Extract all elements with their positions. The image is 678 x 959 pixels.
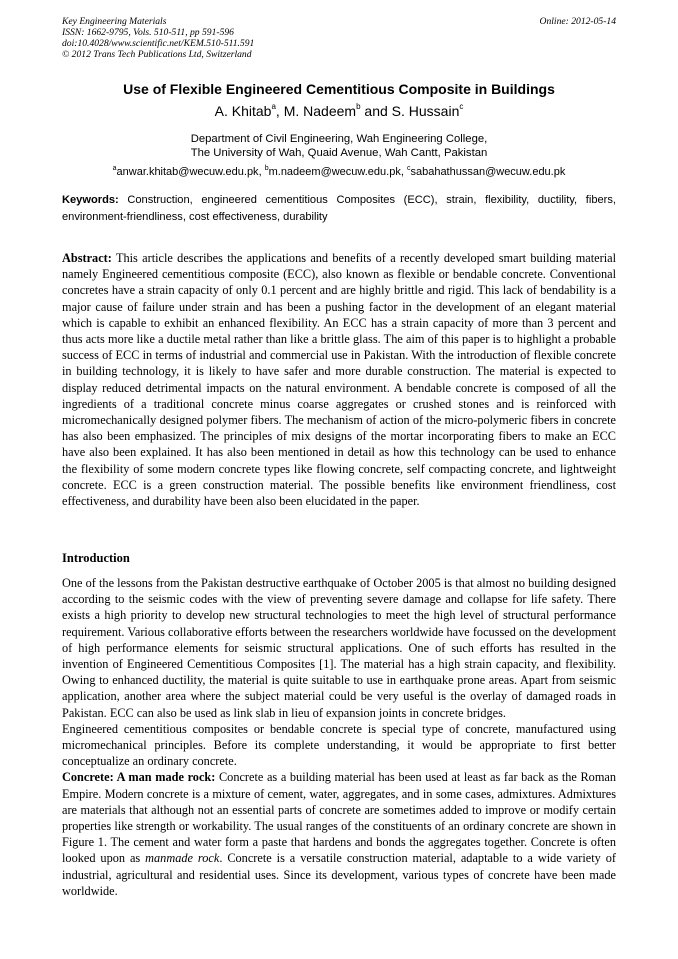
keywords <box>62 192 616 226</box>
keywords-text: Construction, engineered cementitious Composites (ECC), strain, flexibility, ductility, fibers, environment-friendliness, cost effectiveness, durability <box>62 194 616 223</box>
abstract-label: Abstract: <box>62 251 112 265</box>
author-name: M. Nadeem <box>283 103 357 119</box>
author-email: m.nadeem@wecuw.edu.pk <box>268 166 401 178</box>
journal-header <box>62 16 616 60</box>
author-name: S. Hussain <box>391 103 460 119</box>
journal-copyright: © 2012 Trans Tech Publications Ltd, Switzerland <box>62 49 252 60</box>
abstract <box>62 250 616 509</box>
author-emails: $^a$anwar.khitab@wecuw.edu.pk, $^b$m.nadeem@wecuw.edu.pk, $^c$sabahathussan@wecuw.edu.pk <box>112 165 566 178</box>
author-name: A. Khitab <box>214 103 272 119</box>
introduction-body <box>62 575 616 899</box>
author-separator: , <box>275 103 284 119</box>
email-superscript: b <box>264 165 269 172</box>
affiliation-line: The University of Wah, Quaid Avenue, Wah Cantt, Pakistan <box>190 147 488 159</box>
author-superscript: b <box>356 102 361 111</box>
author-list <box>0 103 678 119</box>
author-superscript: c <box>459 102 464 111</box>
author-email: sabahathussan@wecuw.edu.pk <box>410 166 566 178</box>
online-date: Online: 2012-05-14 <box>539 16 616 27</box>
paper-title: Use of Flexible Engineered Cementitious Composite in Buildings <box>123 81 555 97</box>
paragraph-text: . Concrete is a versatile construction material, adaptable to a wide variety of industrial, agricultural and residential uses. Since its development, various types of concrete have been made worldwide. <box>62 851 617 898</box>
journal-doi: doi:10.4028/www.scientific.net/KEM.510-511.591 <box>62 38 255 49</box>
introduction-heading: Introduction <box>62 551 130 565</box>
paragraph: Engineered cementitious composites or bendable concrete is special type of concrete, manufactured using micromechanical principles. Before its complete understanding, it would be appropriate to first better conceptualize an ordinary concrete. <box>62 721 616 769</box>
paragraph-emphasis: manmade rock <box>145 851 220 866</box>
paragraph-text: Concrete as a building material has been used at least as far back as the Roman Empire. Modern concrete is a mixture of cement, water, aggregates, and in some cases, admixtures. Admixtures are materials that although not an essential parts of concrete are sometimes added to improve or modify certain properties like strength or workability. The usual ranges of the constituents of an ordinary concrete are shown in Figure 1. The cement and water form a paste that hardens and bonds the aggregates together. Concrete is often looked upon as <box>62 770 617 866</box>
journal-issn: ISSN: 1662-9795, Vols. 510-511, pp 591-596 <box>62 27 234 38</box>
paragraph <box>62 769 616 899</box>
email-superscript: a <box>112 165 117 172</box>
author-separator: and <box>360 103 392 119</box>
keywords-label: Keywords: <box>62 194 119 206</box>
affiliation-line: Department of Civil Engineering, Wah Engineering College, <box>190 133 488 145</box>
journal-name: Key Engineering Materials <box>62 16 167 27</box>
author-email: anwar.khitab@wecuw.edu.pk <box>116 166 259 178</box>
email-superscript: c <box>406 165 411 172</box>
paragraph: One of the lessons from the Pakistan destructive earthquake of October 2005 is that almost no building designed according to the seismic codes with the view of preventing severe damage and collapse for life safety. There exists a high priority to develop new structural technologies to meet the high level of structural performance requirement. Various collaborative efforts between the researchers worldwide have focussed on the development of high performance elements for seismic structural applications. One of such efforts has resulted in the invention of Engineered Cementitious Composites [1]. The material has a high strain capacity, and flexibility. Owing to enhanced ductility, the material is quite suitable to use in earthquake prone areas. Apart from seismic application, another area where the subject material could be very useful is the overlay of damaged roads in Pakistan. ECC can also be used as link slab in lieu of expansion joints in concrete bridges. <box>62 576 616 720</box>
paragraph-label: Concrete: A man made rock: <box>62 770 216 785</box>
abstract-text: This article describes the applications and benefits of a recently developed smart building material namely Engineered cementitious composite (ECC), also known as flexible or bendable concrete. Conventional concretes have a strain capacity of only 0.1 percent and are highly brittle and rigid. This lack of bendability is a major cause of failure under strain and has been a pushing factor in the development of an elegant material which is capable to exhibit an enhanced flexibility. An ECC has a strain capacity of more than 3 percent and thus acts more like a ductile metal rather than like a brittle glass. The aim of this paper is to highlight a probable success of ECC in terms of industrial and commercial use in Pakistan. With the introduction of flexible concrete in building technology, it is likely to have safer and more durable construction. The material is expected to display reduced detrimental impacts on the natural environment. A bendable concrete is composed of all the ingredients of a traditional concrete minus coarse aggregates or crushed stones and is reinforced with micromechanically designed polymer fibers. The mechanism of action of the micro-polymeric fibers in concrete has also been emphasized. The principles of mix designs of the mortar incorporating fibers to make an ECC have also been explained. It has also been mentioned in detail as how this technology can be used to enhance the flexibility of some modern concrete types like flowing concrete, self compacting concrete, and lightweight concrete. ECC is a green construction material. The possible benefits like environment friendliness, cost effectiveness, and durability have been also been elucidated in the paper. <box>62 251 616 509</box>
author-superscript: a <box>271 102 276 111</box>
